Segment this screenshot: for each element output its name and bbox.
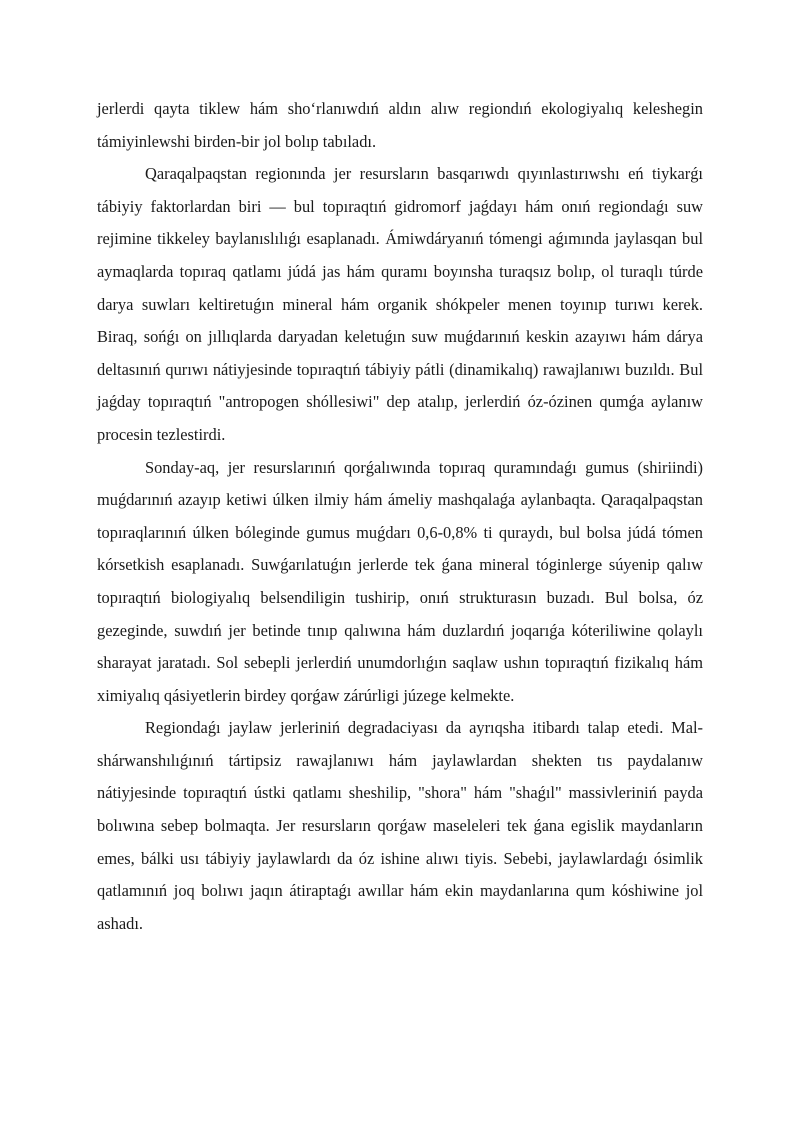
paragraph-continuation: jerlerdi qayta tiklew hám sho‘rlanıwdıń aldın alıw regiondıń ekologiyalıq keleshegin támiyinlewshi birden-bir jol bolıp tabıladı.: [97, 99, 703, 151]
paragraph-jaylaw: Regiondaǵı jaylaw jerleriniń degradaciyası da ayrıqsha itibardı talap etedi. Mal-shárwanshılıǵınıń tártipsiz rawajlanıwı hám jaylawlardan shekten tıs paydalanıw nátiyjesinde topıraqtıń ústki qatlamı sheshilip, "shora" hám "shaǵıl" massivleriniń payda bolıwına sebep bolmaqta. Jer resursların qorǵaw maseleleri tek ǵana egislik maydanların emes, bálki usı tábiyiy jaylawlardı da óz ishine alıwı tiyis. Sebebi, jaylawlardaǵı ósimlik qatlamınıń joq bolıwı jaqın átiraptaǵı awıllar hám ekin maydanlarına qum kóshiwine jol ashadı.: [97, 718, 703, 933]
paragraph-gidromorf: Qaraqalpaqstan regionında jer resursların basqarıwdı qıyınlastırıwshı eń tiykarǵı tábiyiy faktorlardan biri — bul topıraqtıń gidromorf jaǵdayı hám onıń regiondaǵı suw rejimine tikkeley baylanıslılıǵı esaplanadı. Ámiwdáryanıń tómengi aǵımında jaylasqan bul aymaqlarda topıraq qatlamı júdá jas hám quramı boyınsha turaqsız bolıp, ol turaqlı túrde darya suwları keltiretuǵın mineral hám organik shókpeler menen toyınıp turıwı kerek. Biraq, sońǵı on jıllıqlarda daryadan keletuǵın suw muǵdarınıń keskin azayıwı hám dárya deltasınıń qurıwı nátiyjesinde topıraqtıń tábiyiy pátli (dinamikalıq) rawajlanıwı buzıldı. Bul jaǵday topıraqtıń "antropogen shóllesiwi" dep atalıp, jerlerdiń óz-ózinen qumǵa aylanıw procesin tezlestirdi.: [97, 164, 703, 444]
paragraph-gumus: Sonday-aq, jer resurslarınıń qorǵalıwında topıraq quramındaǵı gumus (shiriindi) muǵdarınıń azayıp ketiwi úlken ilmiy hám ámeliy mashqalaǵa aylanbaqta. Qaraqalpaqstan topıraqlarınıń úlken bóleginde gumus muǵdarı 0,6-0,8% ti quraydı, bul bolsa júdá tómen kórsetkish esaplanadı. Suwǵarılatuǵın jerlerde tek ǵana mineral tóginlerge súyenip qalıw topıraqtıń biologiyalıq belsendiligin tushirip, onıń strukturasın buzadı. Bul bolsa, óz gezeginde, suwdıń jer betinde tınıp qalıwına hám duzlardıń joqarıǵa kóteriliwine qolaylı sharayat jaratadı. Sol sebepli jerlerdiń unumdorlıǵın saqlaw ushın topıraqtıń fizikalıq hám ximiyalıq qásiyetlerin birdey qorǵaw zárúrligi júzege kelmekte.: [97, 457, 703, 705]
document-page: [97, 93, 703, 940]
